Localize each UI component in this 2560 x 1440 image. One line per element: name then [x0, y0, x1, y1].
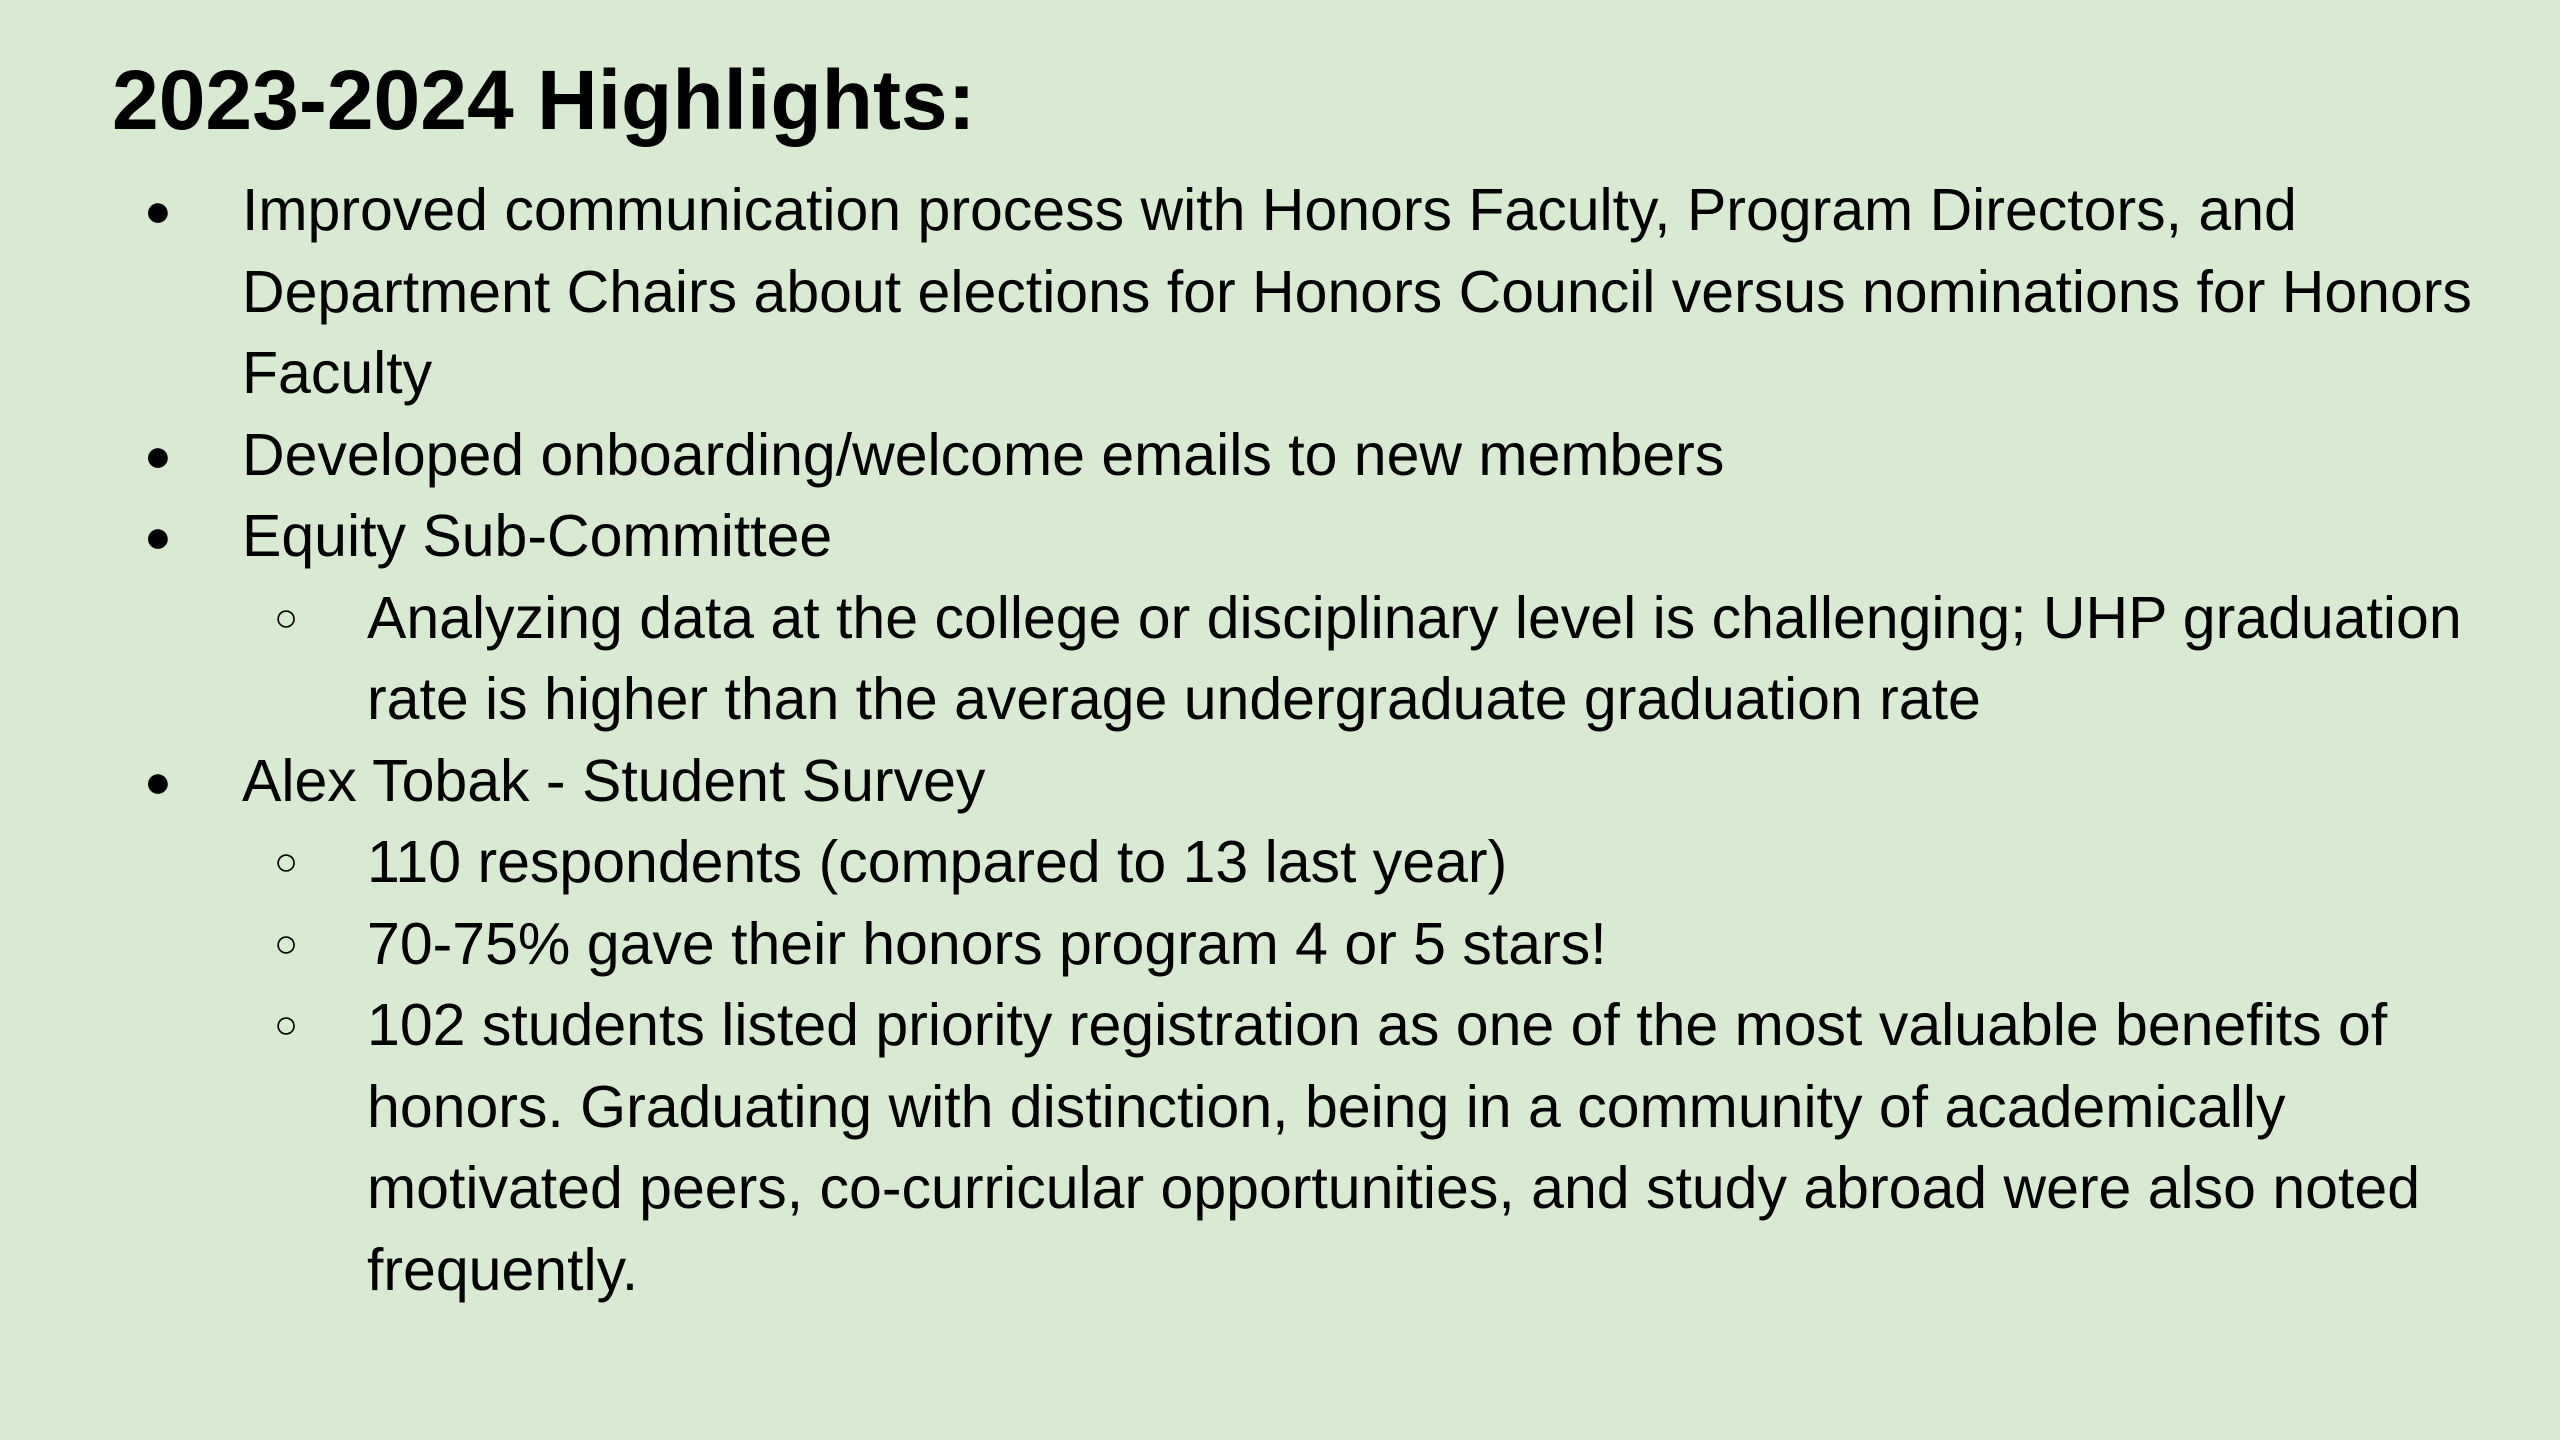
- list-item: [112, 741, 2448, 823]
- sub-bullet-icon: ○: [274, 921, 299, 966]
- sub-bullet-icon: ○: [274, 840, 299, 884]
- highlights-list: [112, 170, 2472, 1311]
- sub-list-container: [112, 578, 2462, 741]
- sub-list-item: [112, 578, 2462, 741]
- list-item-text: Equity Sub-Committee: [242, 503, 833, 569]
- bullet-icon: ●: [144, 510, 172, 562]
- sub-bullet-icon: ○: [274, 1003, 299, 1047]
- sub-list-item-text: 102 students listed priority registration as one of the most valuable benefits of honors. Graduating with distinction, being in a community of academically motivated peers, co-curricular opportunities, and study abroad were also noted frequently.: [367, 992, 2421, 1303]
- sub-list: [112, 578, 2462, 741]
- bullet-icon: ●: [144, 184, 172, 236]
- list-item: [112, 415, 2448, 497]
- sub-list-container: [112, 822, 2448, 1311]
- bullet-icon: ●: [144, 428, 172, 481]
- sub-list-item: [112, 822, 2448, 904]
- list-item: [112, 170, 2472, 415]
- list-item: [112, 496, 2448, 578]
- list-item-text: Developed onboarding/welcome emails to new members: [242, 421, 1725, 488]
- slide-title: 2023-2024 Highlights:: [112, 53, 976, 147]
- sub-bullet-icon: ○: [274, 595, 299, 640]
- sub-list-item-text: Analyzing data at the college or disciplinary level is challenging; UHP graduation rate is higher than the average undergraduate graduation rate: [367, 584, 2462, 732]
- list-item-text: Improved communication process with Honors Faculty, Program Directors, and Department Chairs about elections for Honors Council versus nominations for Honors Faculty: [242, 177, 2472, 406]
- list-item-text: Alex Tobak - Student Survey: [242, 747, 986, 814]
- bullet-icon: ●: [144, 754, 172, 807]
- sub-list-item-text: 110 respondents (compared to 13 last year): [367, 829, 1508, 895]
- sub-list-item-text: 70-75% gave their honors program 4 or 5 stars!: [367, 910, 1607, 977]
- sub-list: [112, 822, 2448, 1311]
- sub-list-item: [112, 985, 2448, 1311]
- sub-list-item: [112, 904, 2448, 986]
